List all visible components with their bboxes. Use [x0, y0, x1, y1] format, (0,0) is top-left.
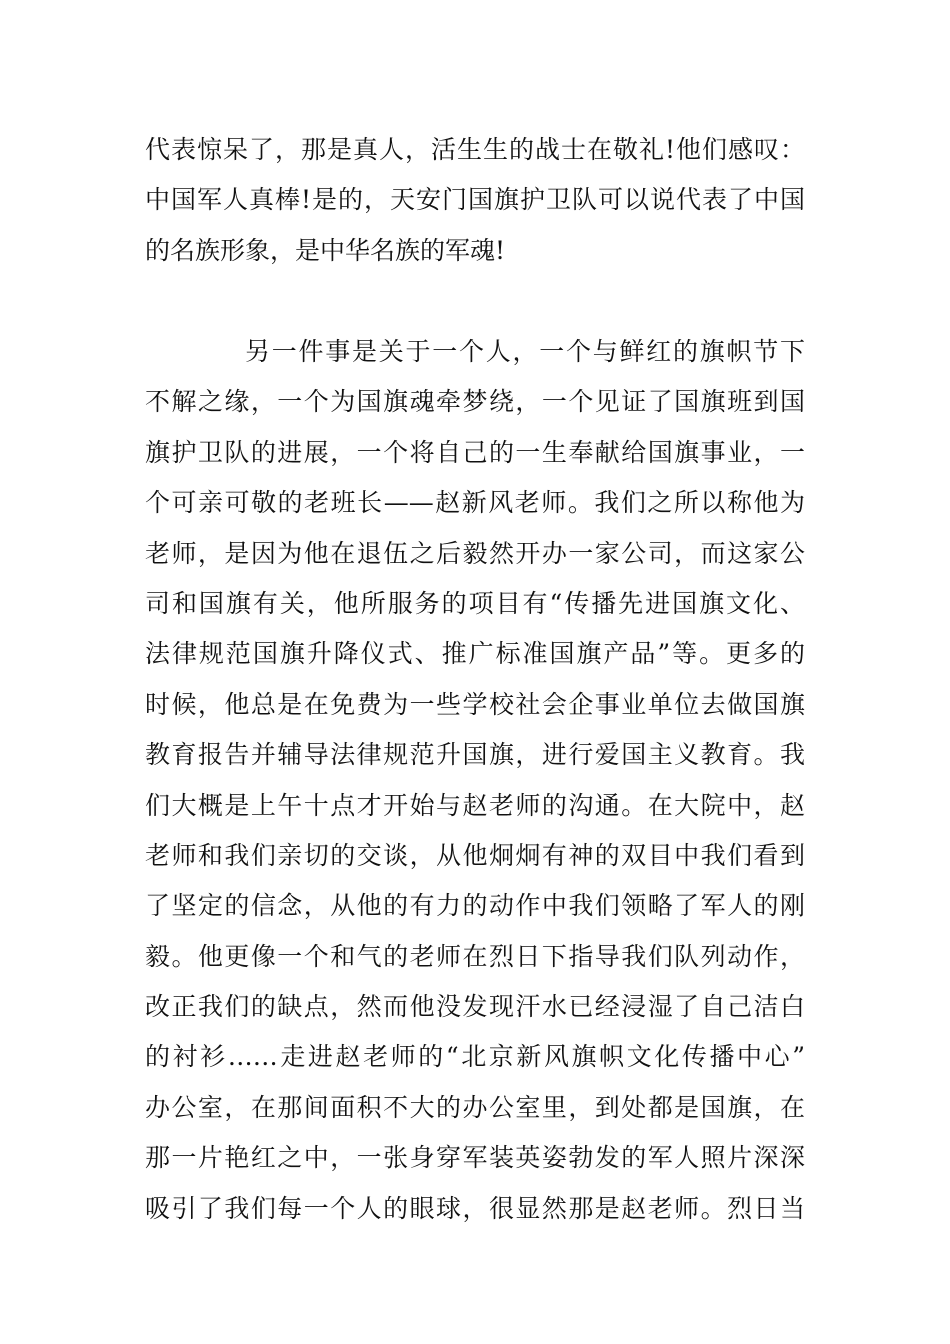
text-line: 吸引了我们每一个人的眼球，很显然那是赵老师。烈日当 [145, 1193, 805, 1223]
text-line: 老师，是因为他在退伍之后毅然开办一家公司，而这家公 [145, 538, 805, 568]
paragraph-1 [145, 125, 805, 276]
text-line: 旗护卫队的进展，一个将自己的一生奉献给国旗事业，一 [145, 437, 805, 467]
text-line: 老师和我们亲切的交谈，从他炯炯有神的双目中我们看到 [145, 840, 805, 870]
text-line: 时候，他总是在免费为一些学校社会企事业单位去做国旗 [145, 689, 805, 719]
text-line: 法律规范国旗升降仪式、推广标准国旗产品”等。更多的 [145, 639, 805, 669]
text-line: 了坚定的信念，从他的有力的动作中我们领略了军人的刚 [145, 891, 805, 921]
text-line: 改正我们的缺点，然而他没发现汗水已经浸湿了自己洁白 [145, 992, 805, 1022]
text-line: 不解之缘，一个为国旗魂牵梦绕，一个见证了国旗班到国 [145, 387, 805, 417]
text-line: 毅。他更像一个和气的老师在烈日下指导我们队列动作， [145, 941, 805, 971]
text-line: 教育报告并辅导法律规范升国旗，进行爱国主义教育。我 [145, 740, 805, 770]
text-line: 办公室，在那间面积不大的办公室里，到处都是国旗，在 [145, 1092, 805, 1122]
text-line: 那一片艳红之中，一张身穿军装英姿勃发的军人照片深深 [145, 1143, 805, 1173]
paragraph-2 [145, 327, 805, 1234]
text-line: 中国军人真棒!是的，天安门国旗护卫队可以说代表了中国 [145, 185, 805, 215]
text-line: 的名族形象，是中华名族的军魂! [145, 235, 506, 265]
text-line: 们大概是上午十点才开始与赵老师的沟通。在大院中，赵 [145, 790, 805, 820]
text-line-indented: 另一件事是关于一个人，一个与鲜红的旗帜节下 [245, 337, 805, 366]
text-line: 个可亲可敬的老班长——赵新风老师。我们之所以称他为 [145, 488, 805, 518]
text-line: 司和国旗有关，他所服务的项目有“传播先进国旗文化、 [145, 588, 805, 618]
text-line: 的衬衫……走进赵老师的“北京新风旗帜文化传播中心” [145, 1042, 805, 1072]
text-line: 代表惊呆了，那是真人，活生生的战士在敬礼!他们感叹： [145, 135, 805, 164]
